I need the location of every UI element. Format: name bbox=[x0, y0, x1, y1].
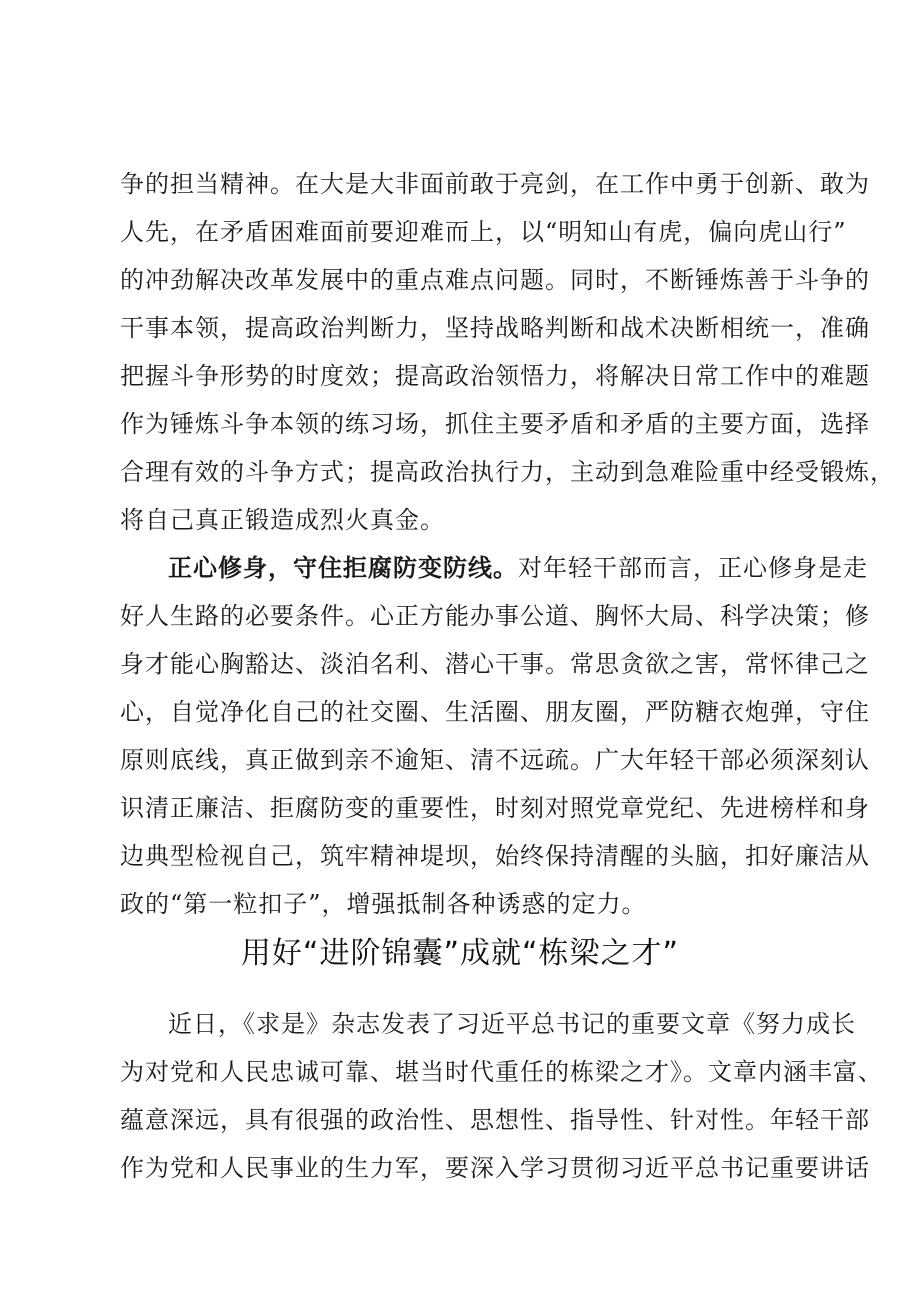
paragraph-line: 好人生路的必要条件。心正方能办事公道、胸怀大局、科学决策；修 bbox=[120, 602, 870, 630]
paragraph-line: 为对党和人民忠诚可靠、堪当时代重任的栋梁之才》。文章内涵丰富、 bbox=[120, 1058, 883, 1086]
paragraph-line: 合理有效的斗争方式；提高政治执行力，主动到急难险重中经受锻炼， bbox=[120, 458, 895, 486]
paragraph-line: 争的担当精神。在大是大非面前敢于亮剑，在工作中勇于创新、敢为 bbox=[120, 170, 870, 198]
paragraph-line: 的冲劲解决改革发展中的重点难点问题。同时，不断锤炼善于斗争的 bbox=[120, 266, 870, 294]
paragraph-line: 边典型检视自己，筑牢精神堤坝，始终保持清醒的头脑，扣好廉洁从 bbox=[120, 842, 870, 870]
paragraph-line: 人先，在矛盾困难面前要迎难而上，以“明知山有虎，偏向虎山行” bbox=[120, 218, 847, 246]
paragraph-first-line: 近日，《求是》杂志发表了习近平总书记的重要文章《努力成长 bbox=[168, 1010, 856, 1038]
paragraph-line: 识清正廉洁、拒腐防变的重要性，时刻对照党章党纪、先进榜样和身 bbox=[120, 794, 870, 822]
paragraph-line: 作为党和人民事业的生力军，要深入学习贯彻习近平总书记重要讲话 bbox=[120, 1154, 870, 1182]
paragraph-line: 心，自觉净化自己的社交圈、生活圈、朋友圈，严防糖衣炮弹，守住 bbox=[120, 698, 870, 726]
paragraph-heading: 正心修身，守住拒腐防变防线。 bbox=[168, 553, 518, 582]
paragraph-line: 作为锤炼斗争本领的练习场，抓住主要矛盾和矛盾的主要方面，选择 bbox=[120, 410, 870, 438]
paragraph-line: 把握斗争形势的时度效；提高政治领悟力，将解决日常工作中的难题 bbox=[120, 362, 870, 390]
paragraph-line: 原则底线，真正做到亲不逾矩、清不远疏。广大年轻干部必须深刻认 bbox=[120, 746, 870, 774]
paragraph-line: 干事本领，提高政治判断力，坚持战略判断和战术决断相统一，准确 bbox=[120, 314, 870, 342]
paragraph-line: 蕴意深远，具有很强的政治性、思想性、指导性、针对性。年轻干部 bbox=[120, 1106, 870, 1134]
article-title: 用好“进阶锦囊”成就“栋梁之才” bbox=[240, 936, 680, 971]
paragraph-line: 身才能心胸豁达、淡泊名利、潜心干事。常思贪欲之害，常怀律己之 bbox=[120, 650, 870, 678]
paragraph-first-line bbox=[168, 550, 868, 586]
paragraph-line: 将自己真正锻造成烈火真金。 bbox=[120, 506, 445, 534]
paragraph-text: 对年轻干部而言，正心修身是走 bbox=[518, 554, 868, 582]
paragraph-line: 政的“第一粒扣子”，增强抵制各种诱惑的定力。 bbox=[120, 890, 647, 918]
